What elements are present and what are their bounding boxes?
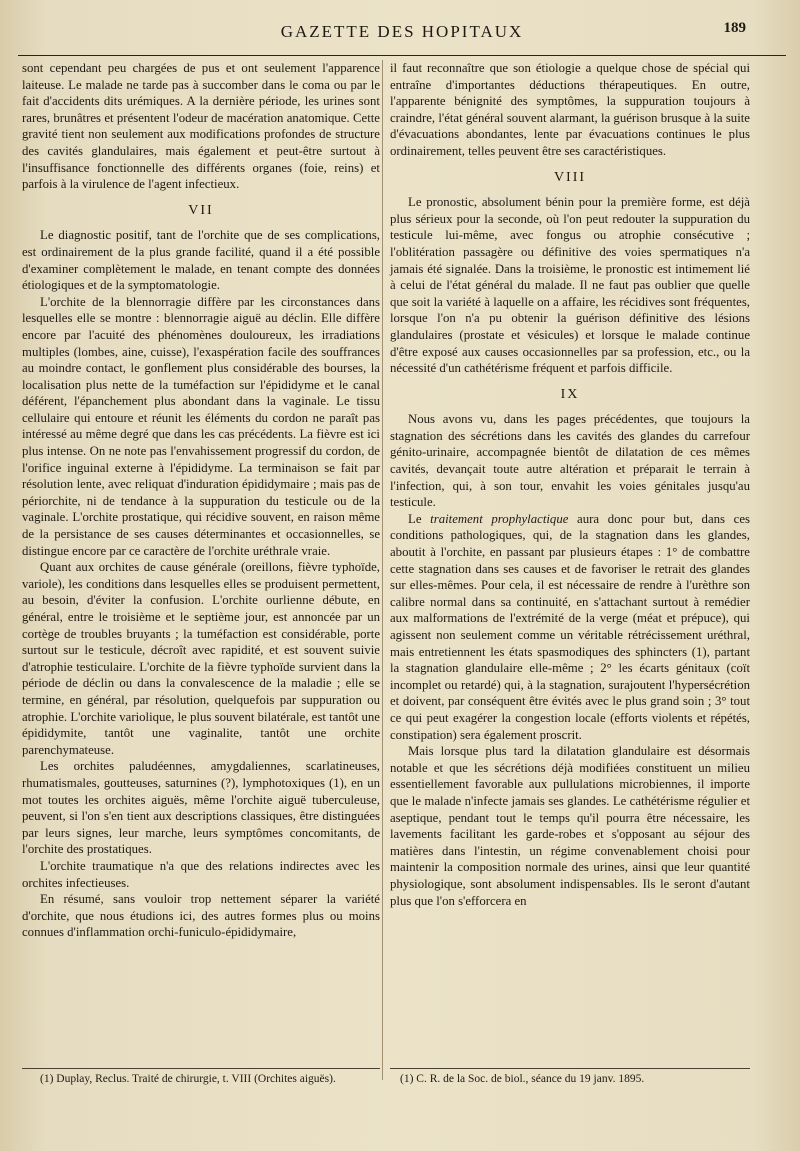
paragraph: L'orchite de la blennorragie diffère par les circonstances dans lesquelles elle se montre : blennorragie aiguë au déclin. Elle diffère encore par l'acuité des phénomènes douloureux, les irradiations multiples (lombes, aine, cuisse), l'exaspération facile des souffrances au moindre contact, le gonflement plus considérable des bourses, la localisation plus nette de la tuméfaction sur l'épididyme et le canal déférent, l'épanchement plus abondant dans la vaginale. Le tissu cellulaire qui entoure et réunit les éléments du cordon ne paraît pas intéressé au même degré que dans les cas précédents. La fièvre est ici plus intense. On ne note pas l'envahissement progressif du cordon, de l'orifice inguinal externe à l'épididyme. La terminaison se fait par résolution lente, avec reliquat d'induration épididymaire ; mais pas de périorchite, ni de tendance à la suppuration du testicule ou de la vaginale. L'orchite prostatique, qui récidive souvent, en raison même de la persistance de ses causes déterminantes et occasionnelles, se distingue encore par ce caractère de l'orchite uréthrale vraie. xyxy=(22,294,380,558)
italic-term: traitement prophylactique xyxy=(430,511,569,526)
paragraph: L'orchite traumatique n'a que des relations indirectes avec les orchites infectieuses. xyxy=(22,858,380,890)
text-run: aura donc pour but, dans ces conditions pathologiques, qui, de la stagnation dans les glandes, aboutit à l'orchite, en passant par plusieurs étapes : 1° de combattre cette stagnation dans ses causes et de favoriser le retrait des glandes sur elles-mêmes. Pour cela, il est nécessaire de rendre à l'urèthre son calibre normal dans sa continuité, en s'attachant surtout à remédier aux malformations de l'extrémité de la verge (méat et prépuce), qui agissent non seulement comme un véritable rétrécissement uréthral, mais entretiennent les états spasmodiques des sphincters (1), partant la stagnation glandulaire elle-même ; 2° les écarts génitaux (coït incomplet ou retardé) qui, à la stagnation, surajoutent l'hypersécrétion et doivent, par conséquent être évités avec le plus grand soin ; 3° tout ce qui peut exagérer la congestion locale (efforts violents et répétés, constipation) sera également proscrit. xyxy=(390,511,750,742)
paragraph: En résumé, sans vouloir trop nettement séparer la variété d'orchite, que nous étudions ici, des autres formes plus ou moins connues d'inflammation orchi-funiculo-épididymaire, xyxy=(22,892,380,940)
paragraph: Quant aux orchites de cause générale (oreillons, fièvre typhoïde, variole), les conditions dans lesquelles elles se produisent permettent, au besoin, d'éviter la confusion. L'orchite ourlienne débute, en général, entre le troisième et le septième jour, est annoncée par un cortège de troubles bruyants ; la tuméfaction est considérable, porte surtout sur le testicule, décroît avec rapidité, et est souvent suivie d'atrophie testiculaire. L'orchite de la fièvre typhoïde survient dans la période de déclin ou dans la convalescence de la maladie ; elle se termine, en général, par résolution, quelquefois par suppuration ou atrophie. L'orchite variolique, le plus souvent bilatérale, est tantôt une épididymite, tantôt une vaginalite, tantôt une orchite parenchymateuse. xyxy=(22,560,380,757)
right-column xyxy=(390,60,750,1080)
footnote-rule xyxy=(22,1068,380,1069)
footnote-rule xyxy=(390,1068,750,1069)
paragraph: Mais lorsque plus tard la dilatation glandulaire est désormais notable et que les sécrétions déjà modifiées constituent un milieu essentiellement favorable aux pullulations microbiennes, il importe que le malade n'infecte jamais ses glandes. Le cathétérisme régulier et aseptique, pendant tout le temps qu'il pourra être nécessaire, les lavements facilitant les garde-robes et s'opposant au séjour des matières dans l'intestin, un régime convenablement choisi pour maintenir la composition normale des urines, ainsi que leur quantité physiologique, sont absolument indispensables. Ils le seront d'autant plus que l'on s'efforcera en xyxy=(390,744,750,908)
paragraph: Le diagnostic positif, tant de l'orchite que de ses complications, est ordinairement de la plus grande facilité, quand il a été possible d'examiner complètement le malade, en tenant compte des données étiologiques et de la symptomatologie. xyxy=(22,228,380,293)
section-heading: VIII xyxy=(553,169,587,185)
header-rule xyxy=(18,55,786,56)
page-header xyxy=(18,14,786,56)
column-divider xyxy=(382,60,383,1080)
paragraph: Les orchites paludéennes, amygdaliennes, scarlatineuses, rhumatismales, goutteuses, saturnines (?), lymphotoxiques (1), en un mot toutes les orchites aiguës, même l'orchite aiguë tuberculeuse, peuvent, si l'on s'en tient aux descriptions classiques, être distinguées par leurs signes, leur marche, leurs symptômes concomitants, de l'orchite des prostatiques. xyxy=(22,759,380,857)
paragraph: Nous avons vu, dans les pages précédentes, que toujours la stagnation des sécrétions dans les cavités des glandes du carrefour génito-urinaire, accompagnée bientôt de dilatation de ces mêmes cavités, devançait toute autre altération et préparait le terrain à l'infection, qui, à son tour, envahit les voies génitales jusqu'au testicule. xyxy=(390,412,750,510)
paragraph: sont cependant peu chargées de pus et ont seulement l'apparence laiteuse. Le malade ne tarde pas à succomber dans le coma ou par le fait d'accidents dits urémiques. A la dernière période, les urines sont rares, brunâtres et présentent l'odeur de macération anatomique. Cette gravité tient non seulement aux modifications profondes de structure des cavités glandulaires, mais également et peut-être surtout à l'insuffisance fonctionnelle des différents organes (foie, reins) et parfois à la virulence de l'agent infectieux. xyxy=(22,61,380,192)
footnote: (1) Duplay, Reclus. Traité de chirurgie, t. VIII (Orchites aiguës). xyxy=(40,1073,336,1085)
paragraph: il faut reconnaître que son étiologie a quelque chose de spécial qui entraîne d'importantes déductions thérapeutiques. En outre, l'apparente bénignité des symptômes, la suppuration toujours à craindre, l'état général souvent alarmant, la guérison brusque à la suite d'évacuations abondantes, lente par évacuations continues le plus ordinairement, telles peuvent être ses caractéristiques. xyxy=(390,61,750,158)
text-run: Le xyxy=(408,511,431,526)
running-title: GAZETTE DES HOPITAUX xyxy=(280,22,524,41)
section-heading: IX xyxy=(560,386,580,402)
page-number: 189 xyxy=(723,20,746,36)
section-heading: VII xyxy=(188,202,214,218)
footnote: (1) C. R. de la Soc. de biol., séance du 19 janv. 1895. xyxy=(400,1073,645,1085)
paragraph: Le pronostic, absolument bénin pour la première forme, est déjà plus sérieux pour la seconde, où l'on peut redouter la suppuration du testicule lui-même, avec fongus ou atrophie consécutive ; l'oblitération passagère ou définitive des voies spermatiques n'a jamais été signalée. Dans la troisième, le pronostic est intimement lié à celui de l'état général du malade. Il ne faut pas oublier que quelle que soit la variété à laquelle on a affaire, les récidives sont fréquentes, lorsque l'on n'a pu obtenir la guérison définitive des lésions glandulaires (prostate et vésicules) et lorsque le malade continue d'être exposé aux causes occasionnelles par sa profession, etc., ou la nécessité d'un cathétérisme fréquent et parfois difficile. xyxy=(390,195,750,376)
left-column xyxy=(22,60,380,1080)
paragraph xyxy=(390,511,750,743)
